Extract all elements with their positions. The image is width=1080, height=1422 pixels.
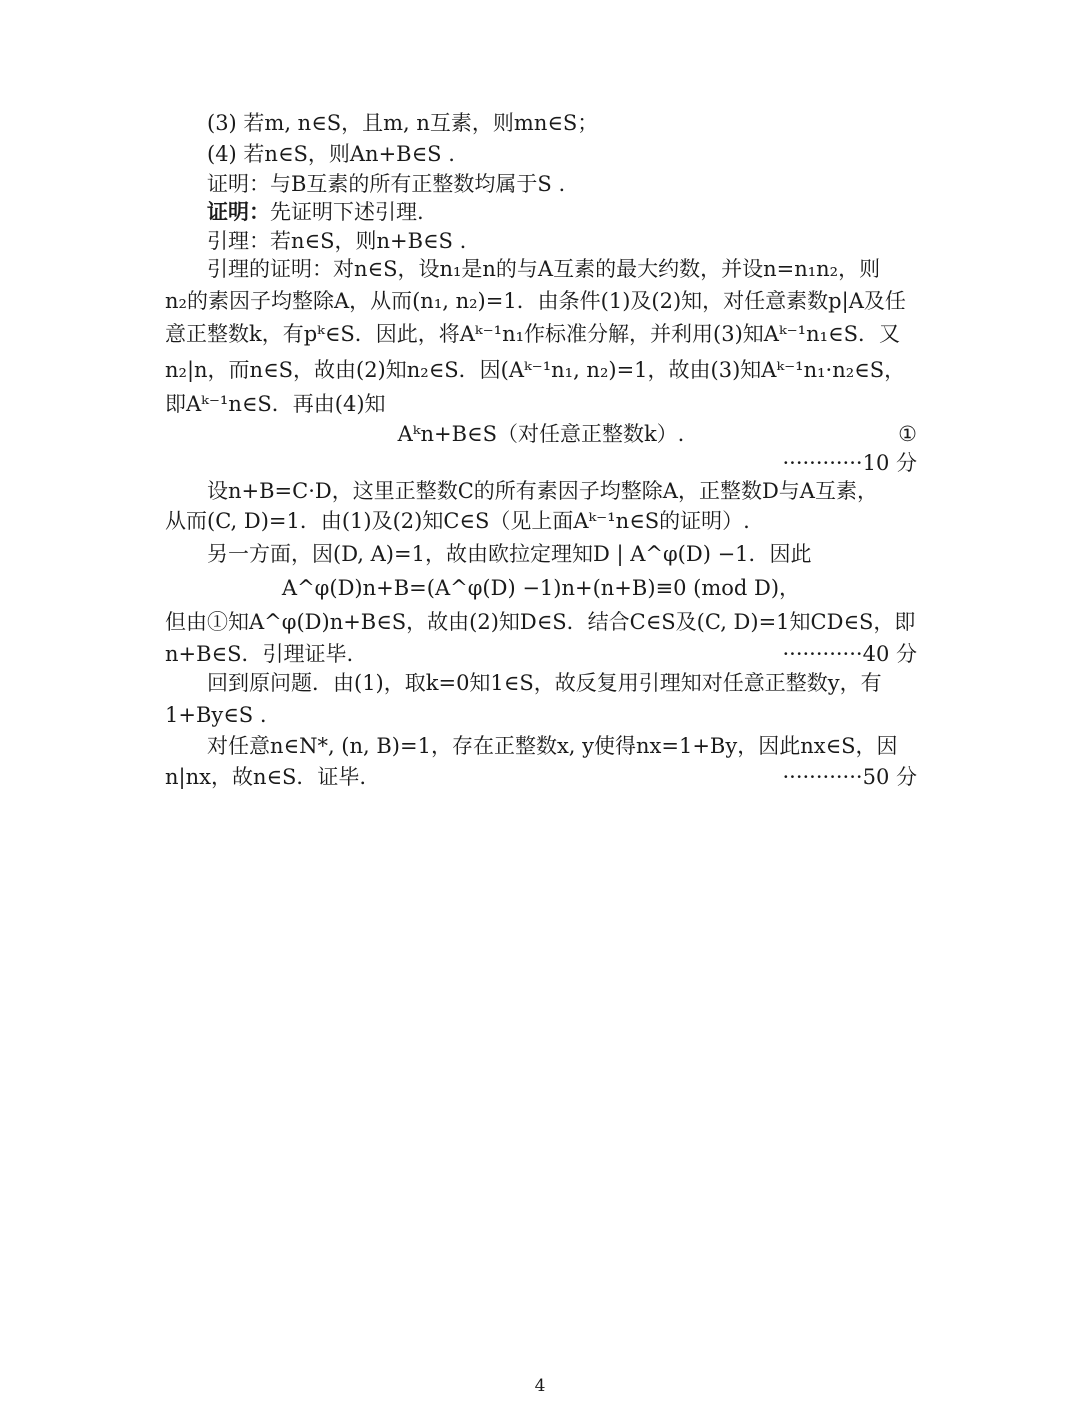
page-number: 4 [534,1376,546,1396]
score-mark-40: ············40 分 [782,642,917,666]
problem-statement: 证明：与B互素的所有正整数均属于S . [207,172,566,196]
return-paragraph-line: 回到原问题．由(1)，取k=0知1∈S，故反复用引理知对任意正整数y，有 [207,671,882,695]
proof-paragraph-line: 另一方面，因(D, A)=1，故由欧拉定理知D | A^φ(D) −1．因此 [207,542,812,566]
lemma-proof-line: 即Aᵏ⁻¹n∈S．再由(4)知 [165,392,386,416]
lemma-proof-line: n₂|n，而n∈S，故由(2)知n₂∈S．因(Aᵏ⁻¹n₁, n₂)=1，故由(3)知Aᵏ⁻¹n₁·n₂∈S， [165,358,906,382]
formula-label-1: ① [898,422,917,446]
lemma-proof-line: n₂的素因子均整除A，从而(n₁, n₂)=1．由条件(1)及(2)知，对任意素数p|A及任 [165,289,906,313]
condition-3: (3) 若m, n∈S，且m, n互素，则mn∈S； [207,111,599,135]
proof-heading: 证明： [207,199,270,224]
proof-paragraph-line: 设n+B=C·D，这里正整数C的所有素因子均整除A，正整数D与A互素， [207,479,878,503]
score-mark-10: ············10 分 [782,451,917,475]
display-formula-2: A^φ(D)n+B=(A^φ(D) −1)n+(n+B)≡0 (mod D)， [281,576,801,600]
lemma-statement: 引理：若n∈S，则n+B∈S . [207,229,467,253]
proof-intro [207,197,917,227]
lemma-end-text: n+B∈S．引理证毕. [165,642,354,666]
display-formula-1: Aᵏn+B∈S（对任意正整数k）. [397,422,685,446]
proof-end-row [165,762,917,792]
proof-paragraph-line: 从而(C, D)=1．由(1)及(2)知C∈S（见上面Aᵏ⁻¹n∈S的证明）. [165,509,750,533]
final-paragraph-line: 对任意n∈N*, (n, B)=1，存在正整数x, y使得nx=1+By，因此nx∈S，因 [207,734,898,758]
lemma-proof-line: 引理的证明：对n∈S，设n₁是n的与A互素的最大约数，并设n=n₁n₂，则 [207,257,881,281]
proof-intro-text: 先证明下述引理. [270,200,424,224]
lemma-proof-line: 意正整数k，有pᵏ∈S．因此，将Aᵏ⁻¹n₁作标准分解，并利用(3)知Aᵏ⁻¹n₁∈S．又 [165,322,900,346]
proof-paragraph-line: 但由①知A^φ(D)n+B∈S，故由(2)知D∈S．结合C∈S及(C, D)=1知CD∈S，即 [165,610,916,634]
score-mark-50: ············50 分 [782,765,917,789]
condition-4: (4) 若n∈S，则An+B∈S . [207,142,455,166]
proof-end-text: n|nx，故n∈S．证毕. [165,765,367,789]
lemma-end-row [165,639,917,669]
return-paragraph-line: 1+By∈S . [165,703,267,727]
